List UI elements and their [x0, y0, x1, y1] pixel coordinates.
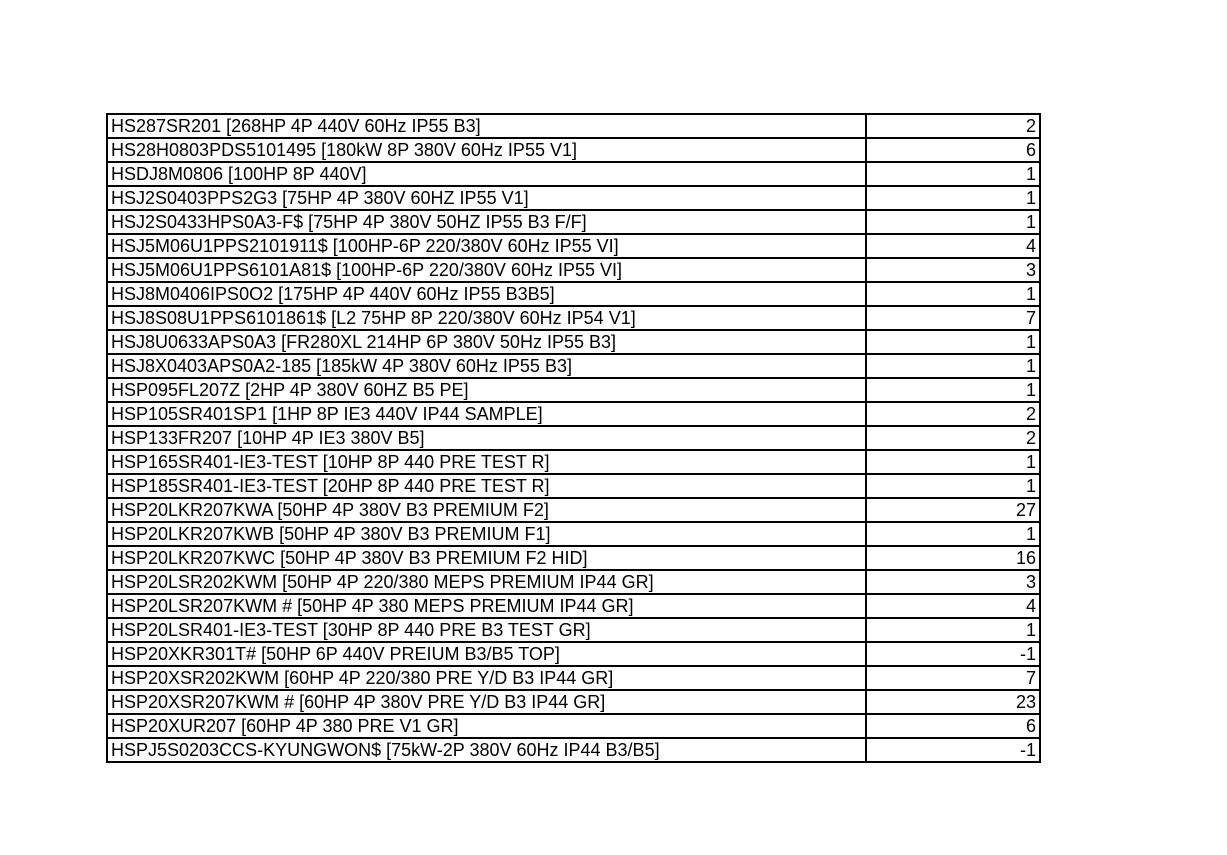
item-quantity-cell: 3 [866, 570, 1040, 594]
item-description-cell: HSP165SR401-IE3-TEST [10HP 8P 440 PRE TEST R] [107, 450, 866, 474]
table-row [107, 258, 1040, 282]
table-row [107, 570, 1040, 594]
item-description-cell: HS287SR201 [268HP 4P 440V 60Hz IP55 B3] [107, 114, 866, 138]
item-description-cell: HSP20XSR202KWM [60HP 4P 220/380 PRE Y/D B3 IP44 GR] [107, 666, 866, 690]
table-row [107, 186, 1040, 210]
table-row [107, 306, 1040, 330]
item-quantity-cell: 1 [866, 210, 1040, 234]
table-row [107, 738, 1040, 762]
table-row [107, 714, 1040, 738]
item-description-cell: HSP133FR207 [10HP 4P IE3 380V B5] [107, 426, 866, 450]
table-row [107, 282, 1040, 306]
item-description-cell: HSJ2S0403PPS2G3 [75HP 4P 380V 60HZ IP55 V1] [107, 186, 866, 210]
table-row [107, 666, 1040, 690]
table-row [107, 354, 1040, 378]
item-quantity-cell: 1 [866, 618, 1040, 642]
item-quantity-cell: 27 [866, 498, 1040, 522]
item-quantity-cell: 1 [866, 162, 1040, 186]
item-quantity-cell: 1 [866, 354, 1040, 378]
item-description-cell: HSJ5M06U1PPS6101A81$ [100HP-6P 220/380V 60Hz IP55 VI] [107, 258, 866, 282]
item-quantity-cell: 4 [866, 594, 1040, 618]
item-description-cell: HSP095FL207Z [2HP 4P 380V 60HZ B5 PE] [107, 378, 866, 402]
item-description-cell: HSP105SR401SP1 [1HP 8P IE3 440V IP44 SAMPLE] [107, 402, 866, 426]
item-description-cell: HSP20XUR207 [60HP 4P 380 PRE V1 GR] [107, 714, 866, 738]
item-description-cell: HSJ8M0406IPS0O2 [175HP 4P 440V 60Hz IP55 B3B5] [107, 282, 866, 306]
item-quantity-cell: 1 [866, 522, 1040, 546]
table-row [107, 450, 1040, 474]
item-quantity-cell: 3 [866, 258, 1040, 282]
item-description-cell: HSP20LKR207KWC [50HP 4P 380V B3 PREMIUM F2 HID] [107, 546, 866, 570]
table-row [107, 330, 1040, 354]
table-row [107, 402, 1040, 426]
table-row [107, 210, 1040, 234]
table-row [107, 522, 1040, 546]
inventory-sheet [106, 113, 1039, 763]
inventory-table-body [107, 114, 1040, 762]
table-row [107, 162, 1040, 186]
item-quantity-cell: 1 [866, 378, 1040, 402]
item-description-cell: HSP20LSR202KWM [50HP 4P 220/380 MEPS PREMIUM IP44 GR] [107, 570, 866, 594]
item-quantity-cell: 23 [866, 690, 1040, 714]
item-description-cell: HSJ8S08U1PPS6101861$ [L2 75HP 8P 220/380V 60Hz IP54 V1] [107, 306, 866, 330]
item-quantity-cell: 1 [866, 186, 1040, 210]
item-quantity-cell: 1 [866, 474, 1040, 498]
item-description-cell: HSP20LKR207KWB [50HP 4P 380V B3 PREMIUM F1] [107, 522, 866, 546]
table-row [107, 546, 1040, 570]
table-row [107, 618, 1040, 642]
table-row [107, 378, 1040, 402]
item-quantity-cell: 1 [866, 330, 1040, 354]
item-description-cell: HSP20XKR301T# [50HP 6P 440V PREIUM B3/B5 TOP] [107, 642, 866, 666]
table-row [107, 642, 1040, 666]
item-description-cell: HSP185SR401-IE3-TEST [20HP 8P 440 PRE TEST R] [107, 474, 866, 498]
item-quantity-cell: 4 [866, 234, 1040, 258]
item-quantity-cell: -1 [866, 642, 1040, 666]
item-quantity-cell: 7 [866, 666, 1040, 690]
item-description-cell: HSP20LSR401-IE3-TEST [30HP 8P 440 PRE B3 TEST GR] [107, 618, 866, 642]
item-description-cell: HSJ5M06U1PPS2101911$ [100HP-6P 220/380V 60Hz IP55 VI] [107, 234, 866, 258]
item-description-cell: HSDJ8M0806 [100HP 8P 440V] [107, 162, 866, 186]
item-description-cell: HSJ8U0633APS0A3 [FR280XL 214HP 6P 380V 50Hz IP55 B3] [107, 330, 866, 354]
item-description-cell: HSP20LSR207KWM # [50HP 4P 380 MEPS PREMIUM IP44 GR] [107, 594, 866, 618]
table-row [107, 234, 1040, 258]
item-description-cell: HSPJ5S0203CCS-KYUNGWON$ [75kW-2P 380V 60Hz IP44 B3/B5] [107, 738, 866, 762]
item-description-cell: HSJ2S0433HPS0A3-F$ [75HP 4P 380V 50HZ IP55 B3 F/F] [107, 210, 866, 234]
item-quantity-cell: 7 [866, 306, 1040, 330]
item-quantity-cell: 6 [866, 714, 1040, 738]
item-quantity-cell: 1 [866, 282, 1040, 306]
item-description-cell: HSP20LKR207KWA [50HP 4P 380V B3 PREMIUM F2] [107, 498, 866, 522]
table-row [107, 138, 1040, 162]
item-quantity-cell: 1 [866, 450, 1040, 474]
item-quantity-cell: -1 [866, 738, 1040, 762]
item-quantity-cell: 16 [866, 546, 1040, 570]
table-row [107, 114, 1040, 138]
table-row [107, 690, 1040, 714]
item-description-cell: HSP20XSR207KWM # [60HP 4P 380V PRE Y/D B3 IP44 GR] [107, 690, 866, 714]
table-row [107, 594, 1040, 618]
table-row [107, 474, 1040, 498]
item-description-cell: HSJ8X0403APS0A2-185 [185kW 4P 380V 60Hz IP55 B3] [107, 354, 866, 378]
inventory-table [106, 113, 1041, 763]
item-quantity-cell: 6 [866, 138, 1040, 162]
table-row [107, 426, 1040, 450]
item-description-cell: HS28H0803PDS5101495 [180kW 8P 380V 60Hz IP55 V1] [107, 138, 866, 162]
item-quantity-cell: 2 [866, 402, 1040, 426]
item-quantity-cell: 2 [866, 426, 1040, 450]
table-row [107, 498, 1040, 522]
item-quantity-cell: 2 [866, 114, 1040, 138]
